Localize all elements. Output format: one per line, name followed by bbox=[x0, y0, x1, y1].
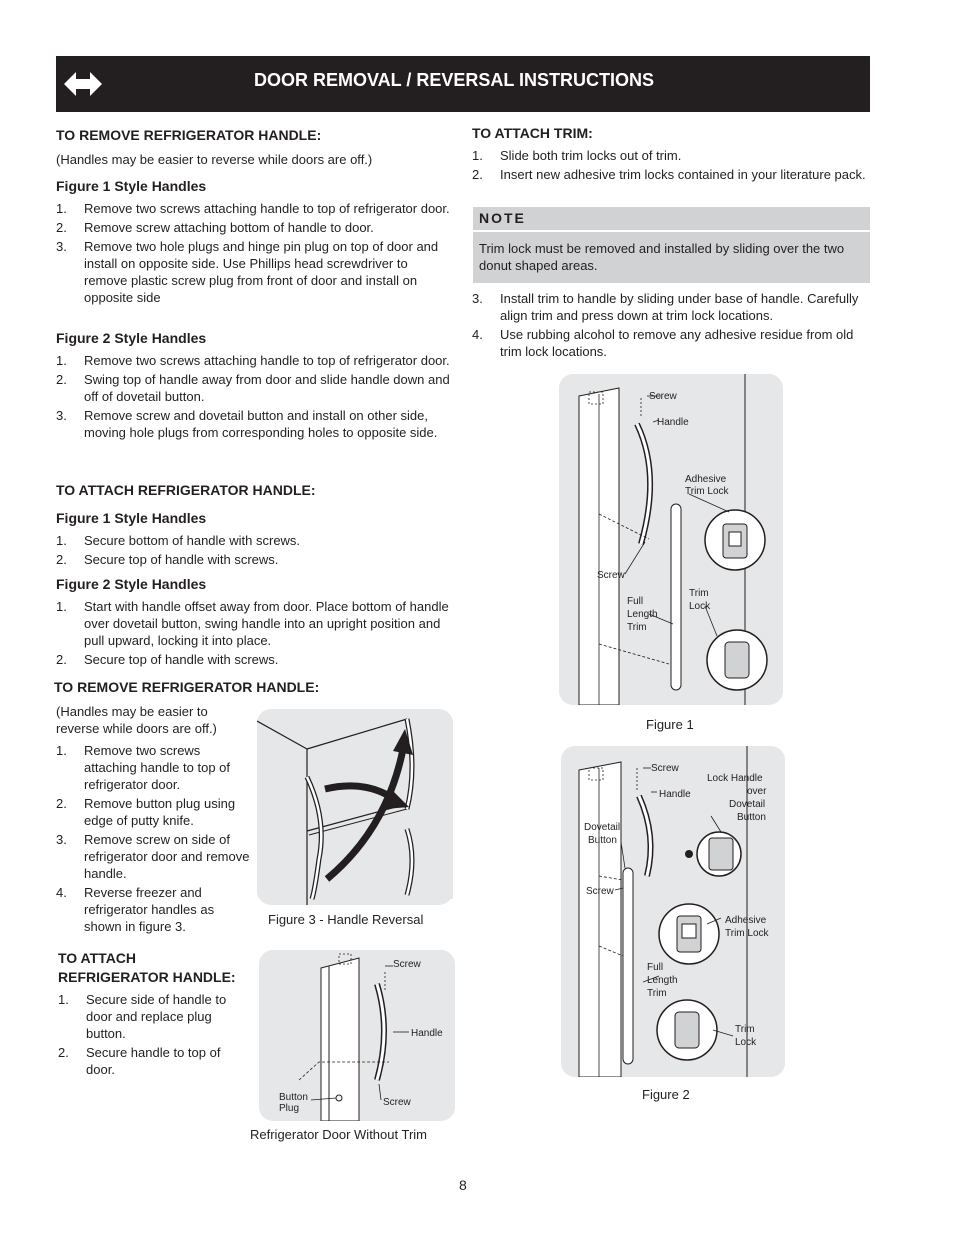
fig1-label-trim: Trim bbox=[627, 622, 647, 633]
remove-handle-heading: TO REMOVE REFRIGERATOR HANDLE: bbox=[56, 127, 322, 143]
fig2-label-screw-top: Screw bbox=[651, 763, 679, 774]
note-title: NOTE bbox=[479, 210, 526, 226]
list-number: 4. bbox=[472, 327, 483, 342]
double-arrow-icon bbox=[64, 70, 102, 98]
list-text: Remove two screws attaching handle to top of refrigerator door. bbox=[84, 353, 450, 368]
list-item bbox=[56, 651, 454, 668]
list-text: Remove screw on side of refrigerator door and remove handle. bbox=[84, 832, 250, 881]
list-item bbox=[56, 219, 454, 236]
fig2-label-full: Full bbox=[647, 962, 664, 973]
list-item bbox=[472, 326, 870, 360]
fig2-label-lock-handle: Lock Handle bbox=[707, 773, 763, 784]
list-number: 1. bbox=[58, 992, 69, 1007]
attach-handle-steps-2 bbox=[58, 991, 252, 1080]
list-text: Start with handle offset away from door. Place bottom of handle over dovetail button, swing handle into an upright position and pull upward, locking it into place. bbox=[84, 599, 449, 648]
page-number: 8 bbox=[459, 1177, 467, 1193]
fig2-label-dovetail: Dovetail bbox=[729, 799, 766, 810]
list-item bbox=[56, 795, 254, 829]
list-number: 4. bbox=[56, 885, 67, 900]
fig1-label-lock-trim: Trim bbox=[689, 588, 709, 599]
list-text: Secure side of handle to door and replace plug button. bbox=[86, 992, 227, 1041]
fig1-label-screw-top: Screw bbox=[649, 391, 677, 402]
list-item bbox=[56, 532, 454, 549]
fig2-label-over: over bbox=[747, 786, 767, 797]
list-item bbox=[58, 1044, 252, 1078]
door-caption: Refrigerator Door Without Trim bbox=[250, 1127, 427, 1142]
list-text: Slide both trim locks out of trim. bbox=[500, 148, 682, 163]
fig1-label-full: Full bbox=[627, 596, 644, 607]
list-number: 2. bbox=[56, 796, 67, 811]
list-text: Reverse freezer and refrigerator handles as shown in figure 3. bbox=[84, 885, 215, 934]
figure1-drawing bbox=[559, 374, 783, 705]
fig2-label-dovetail-button-1: Dovetail bbox=[584, 822, 621, 833]
list-number: 2. bbox=[56, 220, 67, 235]
list-number: 2. bbox=[56, 372, 67, 387]
attach-figure2-style-heading: Figure 2 Style Handles bbox=[56, 576, 207, 592]
fig2-label-dovetail-button-2: Button bbox=[588, 835, 617, 846]
fig2-label-trim-lock: Trim Lock bbox=[725, 928, 769, 939]
attach-handle-heading: TO ATTACH REFRIGERATOR HANDLE: bbox=[56, 482, 316, 498]
list-number: 3. bbox=[56, 239, 67, 254]
door-label-button: Button bbox=[279, 1092, 308, 1103]
fig1-label-adhesive: Adhesive bbox=[685, 474, 727, 485]
list-number: 3. bbox=[56, 832, 67, 847]
fig1-label-handle: Handle bbox=[657, 417, 689, 428]
door-without-trim-figure bbox=[259, 950, 455, 1121]
fig1-label-length: Length bbox=[627, 609, 658, 620]
attach-handle-heading-2b: REFRIGERATOR HANDLE: bbox=[58, 969, 236, 985]
list-item bbox=[56, 200, 454, 217]
figure1-caption: Figure 1 bbox=[646, 717, 694, 732]
list-number: 3. bbox=[472, 291, 483, 306]
list-text: Remove two screws attaching handle to top of refrigerator door. bbox=[84, 743, 231, 792]
figure2-caption: Figure 2 bbox=[642, 1087, 690, 1102]
list-text: Secure handle to top of door. bbox=[86, 1045, 221, 1077]
list-number: 1. bbox=[56, 599, 67, 614]
list-item bbox=[56, 352, 454, 369]
list-item bbox=[472, 147, 870, 164]
attach-figure1-steps bbox=[56, 532, 454, 570]
list-item bbox=[56, 551, 454, 568]
attach-figure1-style-heading: Figure 1 Style Handles bbox=[56, 510, 207, 526]
figure2-illustration bbox=[561, 746, 785, 1077]
figure1-illustration bbox=[559, 374, 783, 705]
list-text: Remove screw and dovetail button and install on other side, moving hole plugs from corresponding holes to opposite side. bbox=[84, 408, 438, 440]
list-item bbox=[56, 598, 454, 649]
list-number: 2. bbox=[472, 167, 483, 182]
remove-handle-note-2: (Handles may be easier to reverse while doors are off.) bbox=[56, 704, 217, 736]
list-text: Swing top of handle away from door and slide handle down and off of dovetail button. bbox=[84, 372, 450, 404]
list-item bbox=[56, 884, 254, 935]
list-text: Secure top of handle with screws. bbox=[84, 652, 279, 667]
list-number: 2. bbox=[56, 552, 67, 567]
fig2-label-lock: Lock bbox=[735, 1037, 757, 1048]
list-item bbox=[472, 166, 870, 183]
list-text: Secure top of handle with screws. bbox=[84, 552, 279, 567]
list-item bbox=[58, 991, 252, 1042]
door-label-screw-top: Screw bbox=[393, 959, 421, 970]
handle-reversal-illustration bbox=[257, 709, 453, 905]
list-text: Remove two screws attaching handle to top of refrigerator door. bbox=[84, 201, 450, 216]
attach-trim-steps-a bbox=[472, 147, 870, 185]
list-number: 2. bbox=[58, 1045, 69, 1060]
note-text: Trim lock must be removed and installed by sliding over the two donut shaped areas. bbox=[479, 241, 845, 273]
fig2-label-button: Button bbox=[737, 812, 766, 823]
list-number: 1. bbox=[56, 743, 67, 758]
fig2-label-adhesive: Adhesive bbox=[725, 915, 767, 926]
list-item bbox=[56, 407, 454, 441]
fig1-label-screw-bottom: Screw bbox=[597, 570, 625, 581]
list-number: 2. bbox=[56, 652, 67, 667]
list-number: 3. bbox=[56, 408, 67, 423]
remove-figure1-steps bbox=[56, 200, 454, 308]
figure3-handle-reversal bbox=[257, 709, 453, 905]
list-item bbox=[56, 831, 254, 882]
fig1-label-trim-lock: Trim Lock bbox=[685, 486, 729, 497]
list-text: Remove button plug using edge of putty knife. bbox=[84, 796, 236, 828]
remove-handle-steps-2 bbox=[56, 742, 254, 937]
list-number: 1. bbox=[472, 148, 483, 163]
remove-handle-heading-2: TO REMOVE REFRIGERATOR HANDLE: bbox=[54, 679, 320, 695]
door-without-trim-illustration bbox=[259, 950, 455, 1121]
door-label-plug: Plug bbox=[279, 1103, 300, 1114]
remove-figure2-steps bbox=[56, 352, 454, 443]
fig2-label-screw-bottom: Screw bbox=[586, 886, 614, 897]
door-label-screw-bottom: Screw bbox=[383, 1097, 411, 1108]
fig2-label-length: Length bbox=[647, 975, 678, 986]
list-text: Insert new adhesive trim locks contained in your literature pack. bbox=[500, 167, 866, 182]
list-number: 1. bbox=[56, 353, 67, 368]
remove-handle-note: (Handles may be easier to reverse while doors are off.) bbox=[56, 152, 373, 167]
attach-figure2-steps bbox=[56, 598, 454, 670]
list-text: Remove two hole plugs and hinge pin plug on top of door and install on opposite side. Use Phillips head screwdriver to remove plastic screw plug from front of door and install on opposite side bbox=[84, 239, 439, 305]
fig2-label-trim: Trim bbox=[647, 988, 667, 999]
list-text: Remove screw attaching bottom of handle to door. bbox=[84, 220, 374, 235]
attach-trim-steps-b bbox=[472, 290, 870, 362]
list-text: Secure bottom of handle with screws. bbox=[84, 533, 301, 548]
figure3-caption: Figure 3 - Handle Reversal bbox=[268, 912, 424, 927]
door-label-handle: Handle bbox=[411, 1028, 443, 1039]
list-item bbox=[472, 290, 870, 324]
list-item bbox=[56, 742, 254, 793]
fig2-label-lock-trim: Trim bbox=[735, 1024, 755, 1035]
figure1-style-heading: Figure 1 Style Handles bbox=[56, 178, 207, 194]
fig1-label-lock: Lock bbox=[689, 601, 711, 612]
figure2-style-heading: Figure 2 Style Handles bbox=[56, 330, 207, 346]
figure2-drawing bbox=[561, 746, 785, 1077]
fig2-label-handle: Handle bbox=[659, 789, 691, 800]
page-title: DOOR REMOVAL / REVERSAL INSTRUCTIONS bbox=[254, 70, 655, 90]
list-text: Install trim to handle by sliding under base of handle. Carefully align trim and press down at trim lock locations. bbox=[500, 291, 859, 323]
list-text: Use rubbing alcohol to remove any adhesive residue from old trim lock locations. bbox=[500, 327, 854, 359]
attach-trim-heading: TO ATTACH TRIM: bbox=[472, 125, 593, 141]
attach-handle-heading-2a: TO ATTACH bbox=[58, 950, 137, 966]
list-item bbox=[56, 238, 454, 306]
list-number: 1. bbox=[56, 201, 67, 216]
list-item bbox=[56, 371, 454, 405]
list-number: 1. bbox=[56, 533, 67, 548]
note-divider bbox=[473, 230, 870, 232]
